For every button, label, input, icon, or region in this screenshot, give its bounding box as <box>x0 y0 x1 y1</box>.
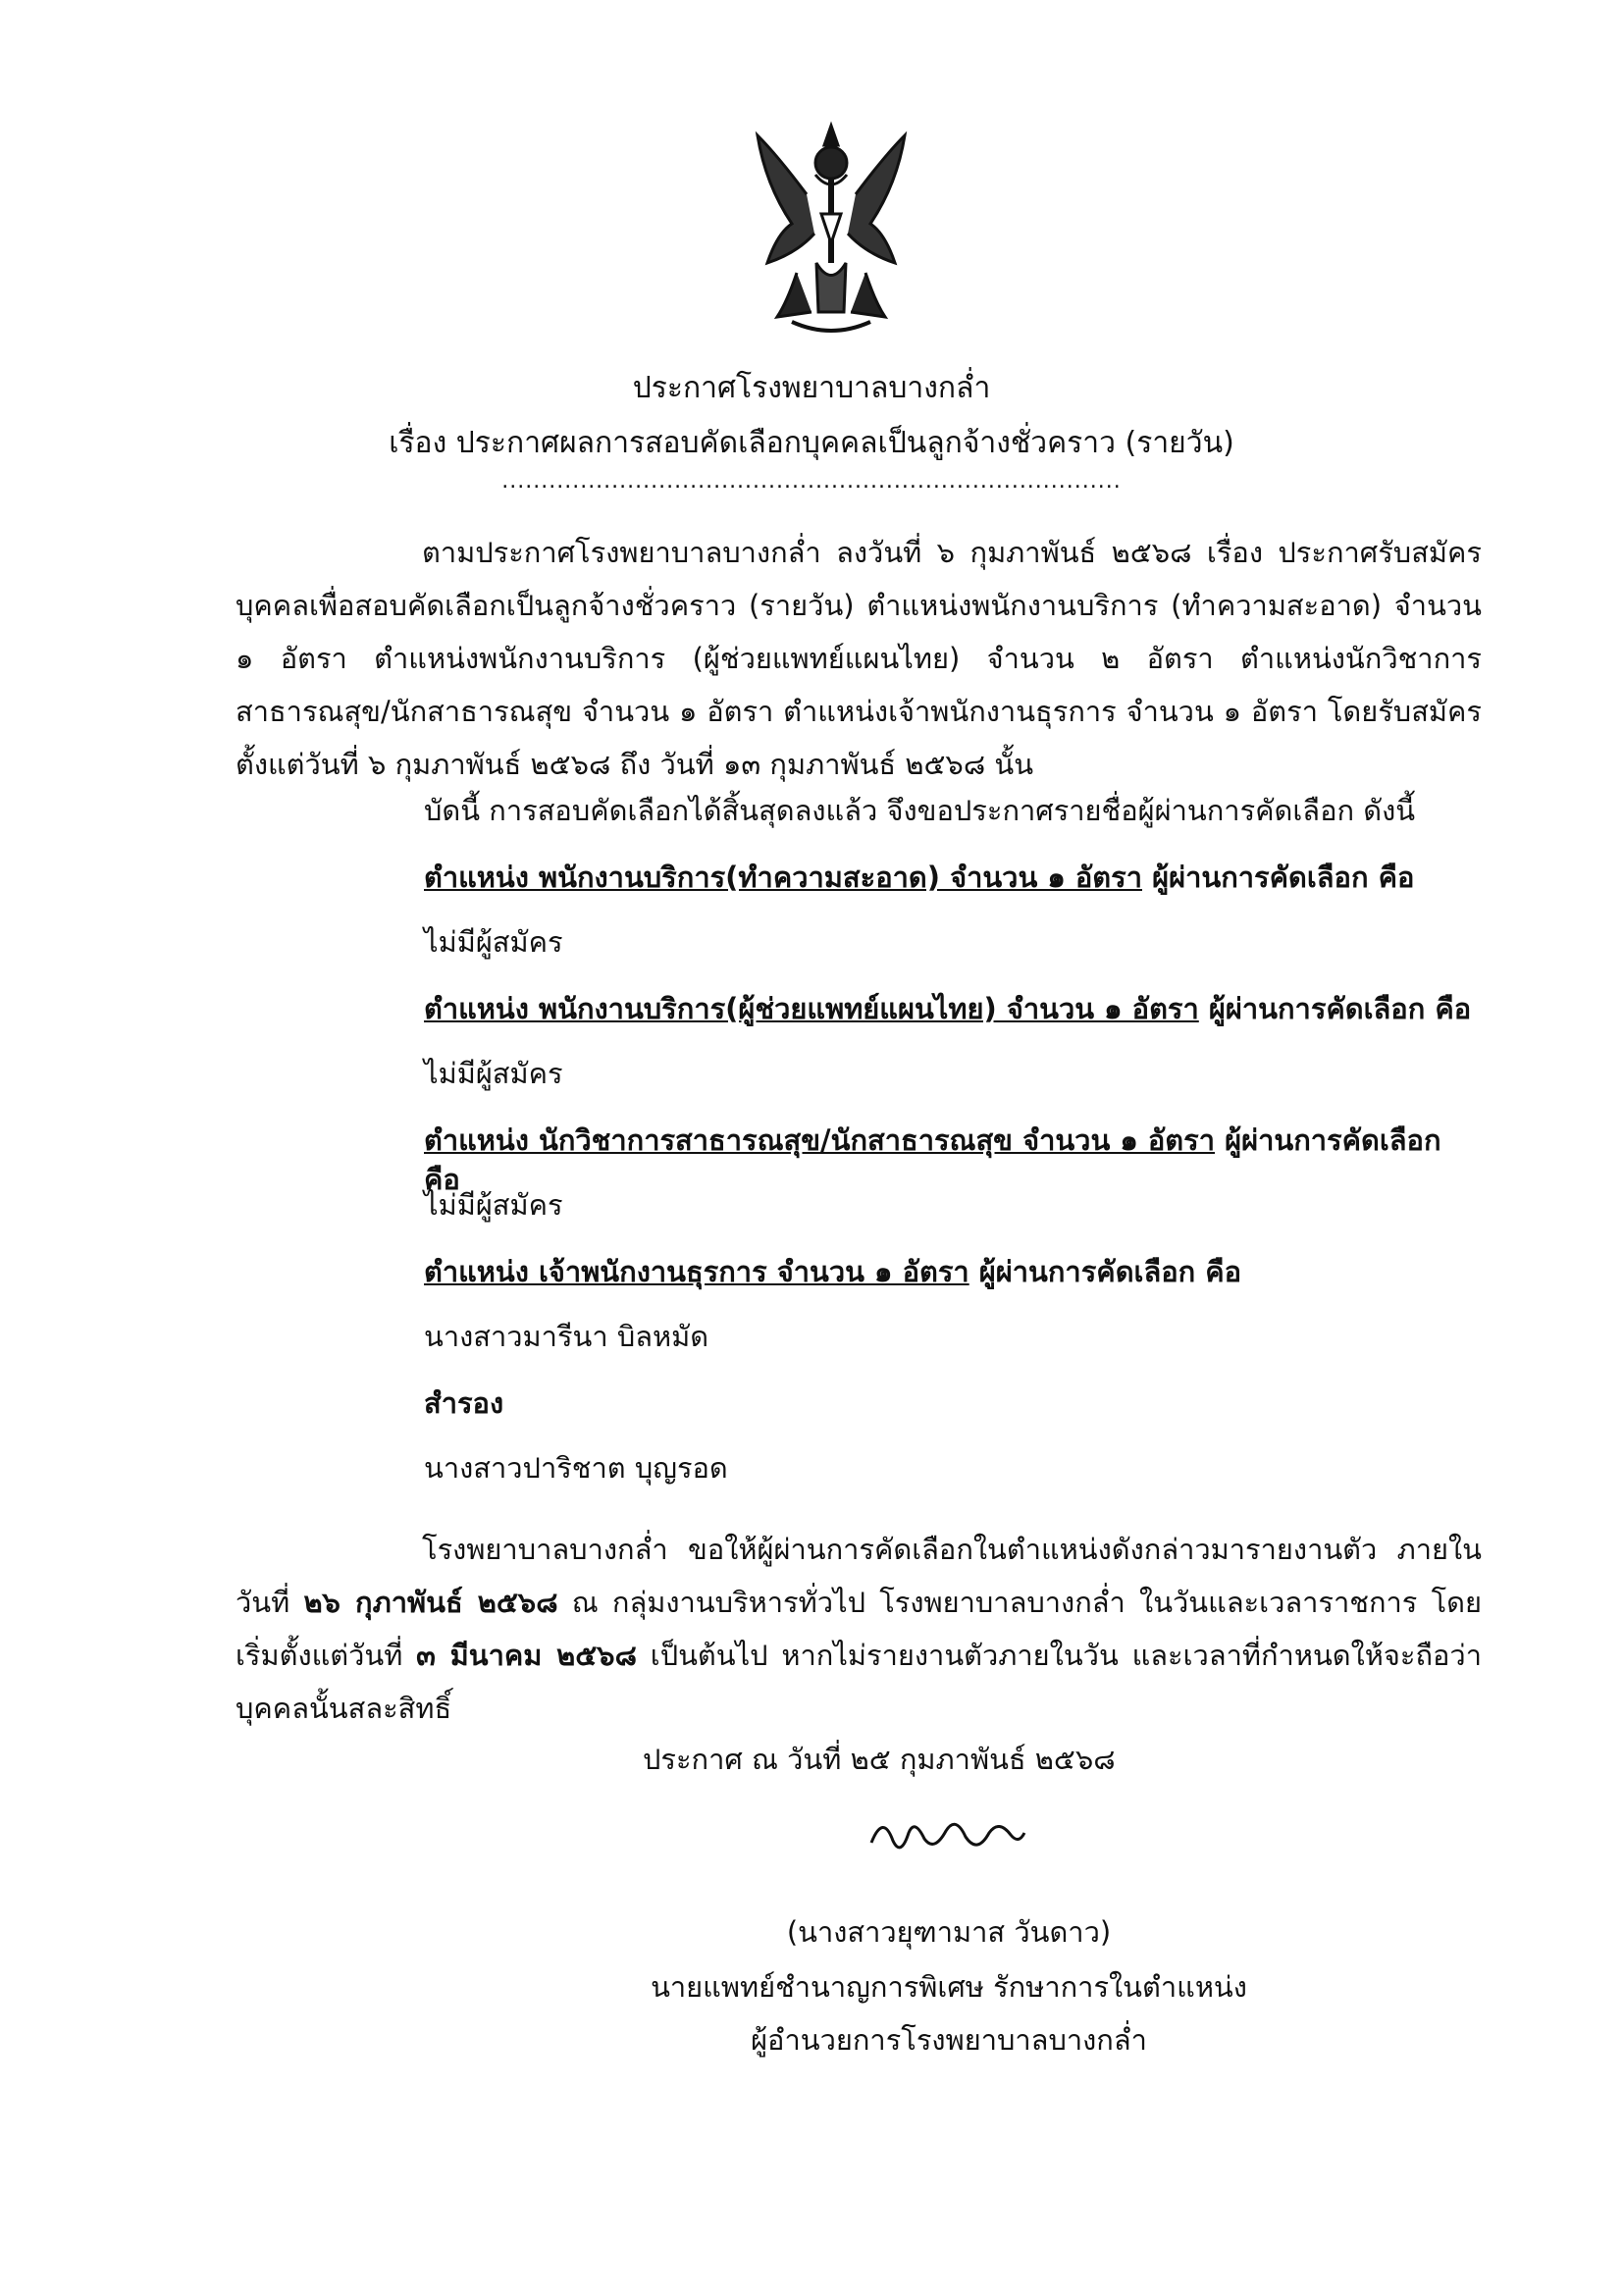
signatory-name: (นางสาวยุฑามาส วันดาว) <box>786 1915 1112 1949</box>
position-title: ตำแหน่ง พนักงานบริการ(ทำความสะอาด) จำนวน ๑ อัตรา <box>424 861 1142 894</box>
document-subject: เรื่อง ประกาศผลการสอบคัดเลือกบุคคลเป็นลูกจ้างชั่วคราว (รายวัน) <box>389 426 1234 460</box>
position-result: ไม่มีผู้สมัคร <box>424 1188 563 1222</box>
position-suffix: ผู้ผ่านการคัดเลือก คือ <box>969 1255 1242 1288</box>
position-title: ตำแหน่ง พนักงานบริการ(ผู้ช่วยแพทย์แผนไทย) จำนวน ๑ อัตรา <box>424 992 1199 1025</box>
report-date: ๒๖ กุภาพันธ์ ๒๕๖๘ <box>303 1586 558 1619</box>
signatory-position: นายแพทย์ชำนาญการพิเศษ รักษาการในตำแหน่ง <box>651 1970 1247 2004</box>
handwritten-signature <box>864 1803 1030 1862</box>
position-suffix: ผู้ผ่านการคัดเลือก คือ <box>1198 992 1472 1025</box>
separator-dots: ............................................................................... <box>501 469 1122 494</box>
reserve-candidate: นางสาวปาริชาต บุญรอด <box>424 1451 728 1485</box>
position-heading <box>424 1252 1484 1291</box>
position-title: ตำแหน่ง เจ้าพนักงานธุรการ จำนวน ๑ อัตรา <box>424 1255 969 1288</box>
announcement-line: บัดนี้ การสอบคัดเลือกได้สิ้นสุดลงแล้ว จึงขอประกาศรายชื่อผู้ผ่านการคัดเลือก ดังนี้ <box>424 794 1416 827</box>
garuda-emblem-icon <box>738 116 924 343</box>
closing-text: โรงพยาบาลบางกล่ำ ขอให้ผู้ผ่านการคัดเลือกในตำแหน่งดังกล่าวมารายงานตัว ภายในวันที่ <box>236 1533 1482 1619</box>
position-suffix: ผู้ผ่านการคัดเลือก คือ <box>1142 861 1415 894</box>
selected-candidate: นางสาวมารีนา บิลหมัด <box>424 1320 709 1353</box>
announcement-date: ประกาศ ณ วันที่ ๒๕ กุมภาพันธ์ ๒๕๖๘ <box>643 1743 1116 1776</box>
closing-paragraph <box>236 1523 1482 1735</box>
start-date: ๓ มีนาคม ๒๕๖๘ <box>416 1639 637 1672</box>
reserve-label: สำรอง <box>424 1386 504 1420</box>
position-result: ไม่มีผู้สมัคร <box>424 1057 563 1090</box>
document-title: ประกาศโรงพยาบาลบางกล่ำ <box>632 371 991 405</box>
intro-paragraph: ตามประกาศโรงพยาบาลบางกล่ำ ลงวันที่ ๖ กุมภาพันธ์ ๒๕๖๘ เรื่อง ประกาศรับสมัครบุคคลเพื่อสอบคัดเลือกเป็นลูกจ้างชั่วคราว (รายวัน) ตำแหน่งพนักงานบริการ (ทำความสะอาด) จำนวน ๑ อัตรา ตำแหน่งพนักงานบริการ (ผู้ช่วยแพทย์แผนไทย) จำนวน ๒ อัตรา ตำแหน่งนักวิชาการสาธารณสุข/นักสาธารณสุข จำนวน ๑ อัตรา ตำแหน่งเจ้าพนักงานธุรการ จำนวน ๑ อัตรา โดยรับสมัครตั้งแต่วันที่ ๖ กุมภาพันธ์ ๒๕๖๘ ถึง วันที่ ๑๓ กุมภาพันธ์ ๒๕๖๘ นั้น <box>236 536 1482 781</box>
position-title: ตำแหน่ง นักวิชาการสาธารณสุข/นักสาธารณสุข จำนวน ๑ อัตรา <box>424 1123 1215 1157</box>
position-result: ไม่มีผู้สมัคร <box>424 925 563 959</box>
closing-text: เป็นต้นไป หากไม่รายงานตัวภายในวัน และเวลาที่กำหนดให้จะถือว่าบุคคลนั้นสละสิทธิ์ <box>236 1639 1482 1725</box>
position-suffix: ผู้ผ่านการคัดเลือก คือ <box>424 1123 1441 1196</box>
closing-text: ณ กลุ่มงานบริหารทั่วไป โรงพยาบาลบางกล่ำ ในวันและเวลาราชการ โดยเริ่มตั้งแต่วันที่ <box>236 1586 1482 1672</box>
signatory-office: ผู้อำนวยการโรงพยาบาลบางกล่ำ <box>751 2023 1147 2057</box>
position-heading <box>424 989 1484 1028</box>
position-heading <box>424 858 1484 897</box>
